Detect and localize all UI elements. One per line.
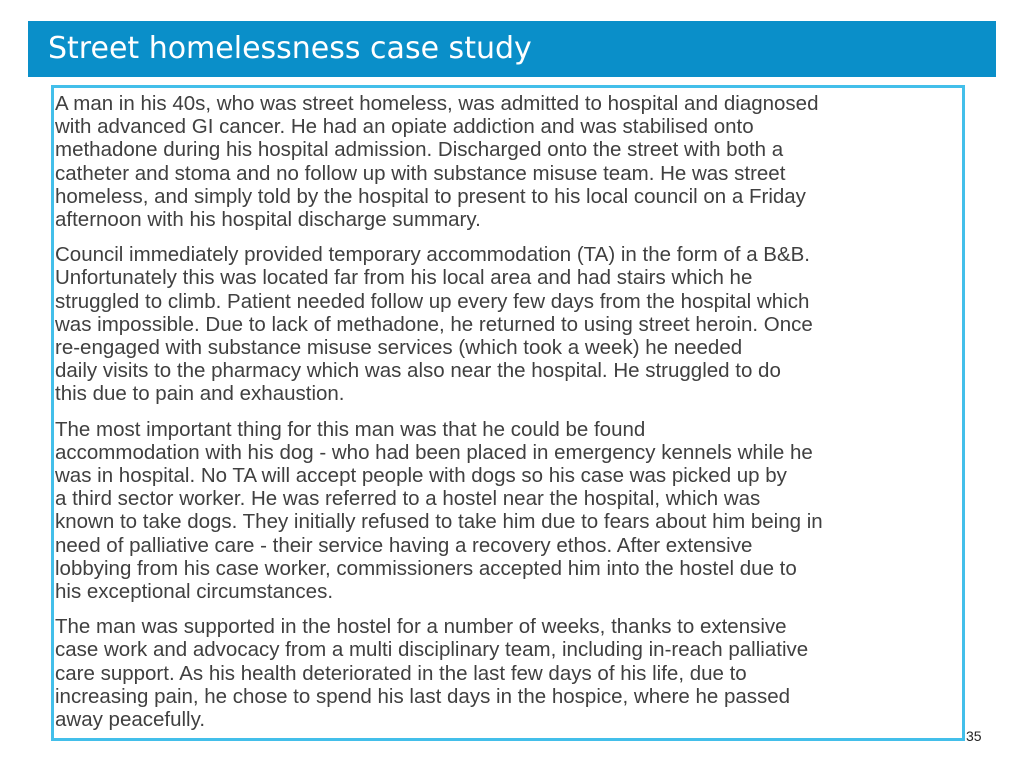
- page-number: 35: [966, 728, 982, 744]
- case-study-text-box: [51, 85, 965, 741]
- paragraph-hostel-placement: The most important thing for this man was that he could be found accommodation with his dog - who had been placed in emergency kennels while he was in hospital. No TA will accept people with dogs so his case was picked up by a third sector worker. He was referred to a hostel near the hospital, which was known to take dogs. They initially refused to take him due to fears about him being in need of palliative care - their service having a recovery ethos. After extensive lobbying from his case worker, commissioners accepted him into the hostel due to his exceptional circumstances.: [55, 417, 823, 604]
- title-bar: [28, 21, 996, 77]
- case-study-body: [54, 88, 962, 731]
- slide-title: Street homelessness case study: [48, 31, 532, 66]
- paragraph-end-of-life: The man was supported in the hostel for a number of weeks, thanks to extensive case work and advocacy from a multi disciplinary team, including in-reach palliative care support. As his health deteriorated in the last few days of his life, due to increasing pain, he chose to spend his last days in the hospice, where he passed away peacefully.: [55, 615, 809, 732]
- paragraph-admission: A man in his 40s, who was street homeless, was admitted to hospital and diagnosed with advanced GI cancer. He had an opiate addiction and was stabilised onto methadone during his hospital admission. Discharged onto the street with both a catheter and stoma and no follow up with substance misuse team. He was street homeless, and simply told by the hospital to present to his local council on a Friday afternoon with his hospital discharge summary.: [55, 92, 819, 232]
- paragraph-temporary-accommodation: Council immediately provided temporary accommodation (TA) in the form of a B&B. Unfortunately this was located far from his local area and had stairs which he struggled to climb. Patient needed follow up every few days from the hospital which was impossible. Due to lack of methadone, he returned to using street heroin. Once re-engaged with substance misuse services (which took a week) he needed daily visits to the pharmacy which was also near the hospital. He struggled to do this due to pain and exhaustion.: [55, 243, 813, 406]
